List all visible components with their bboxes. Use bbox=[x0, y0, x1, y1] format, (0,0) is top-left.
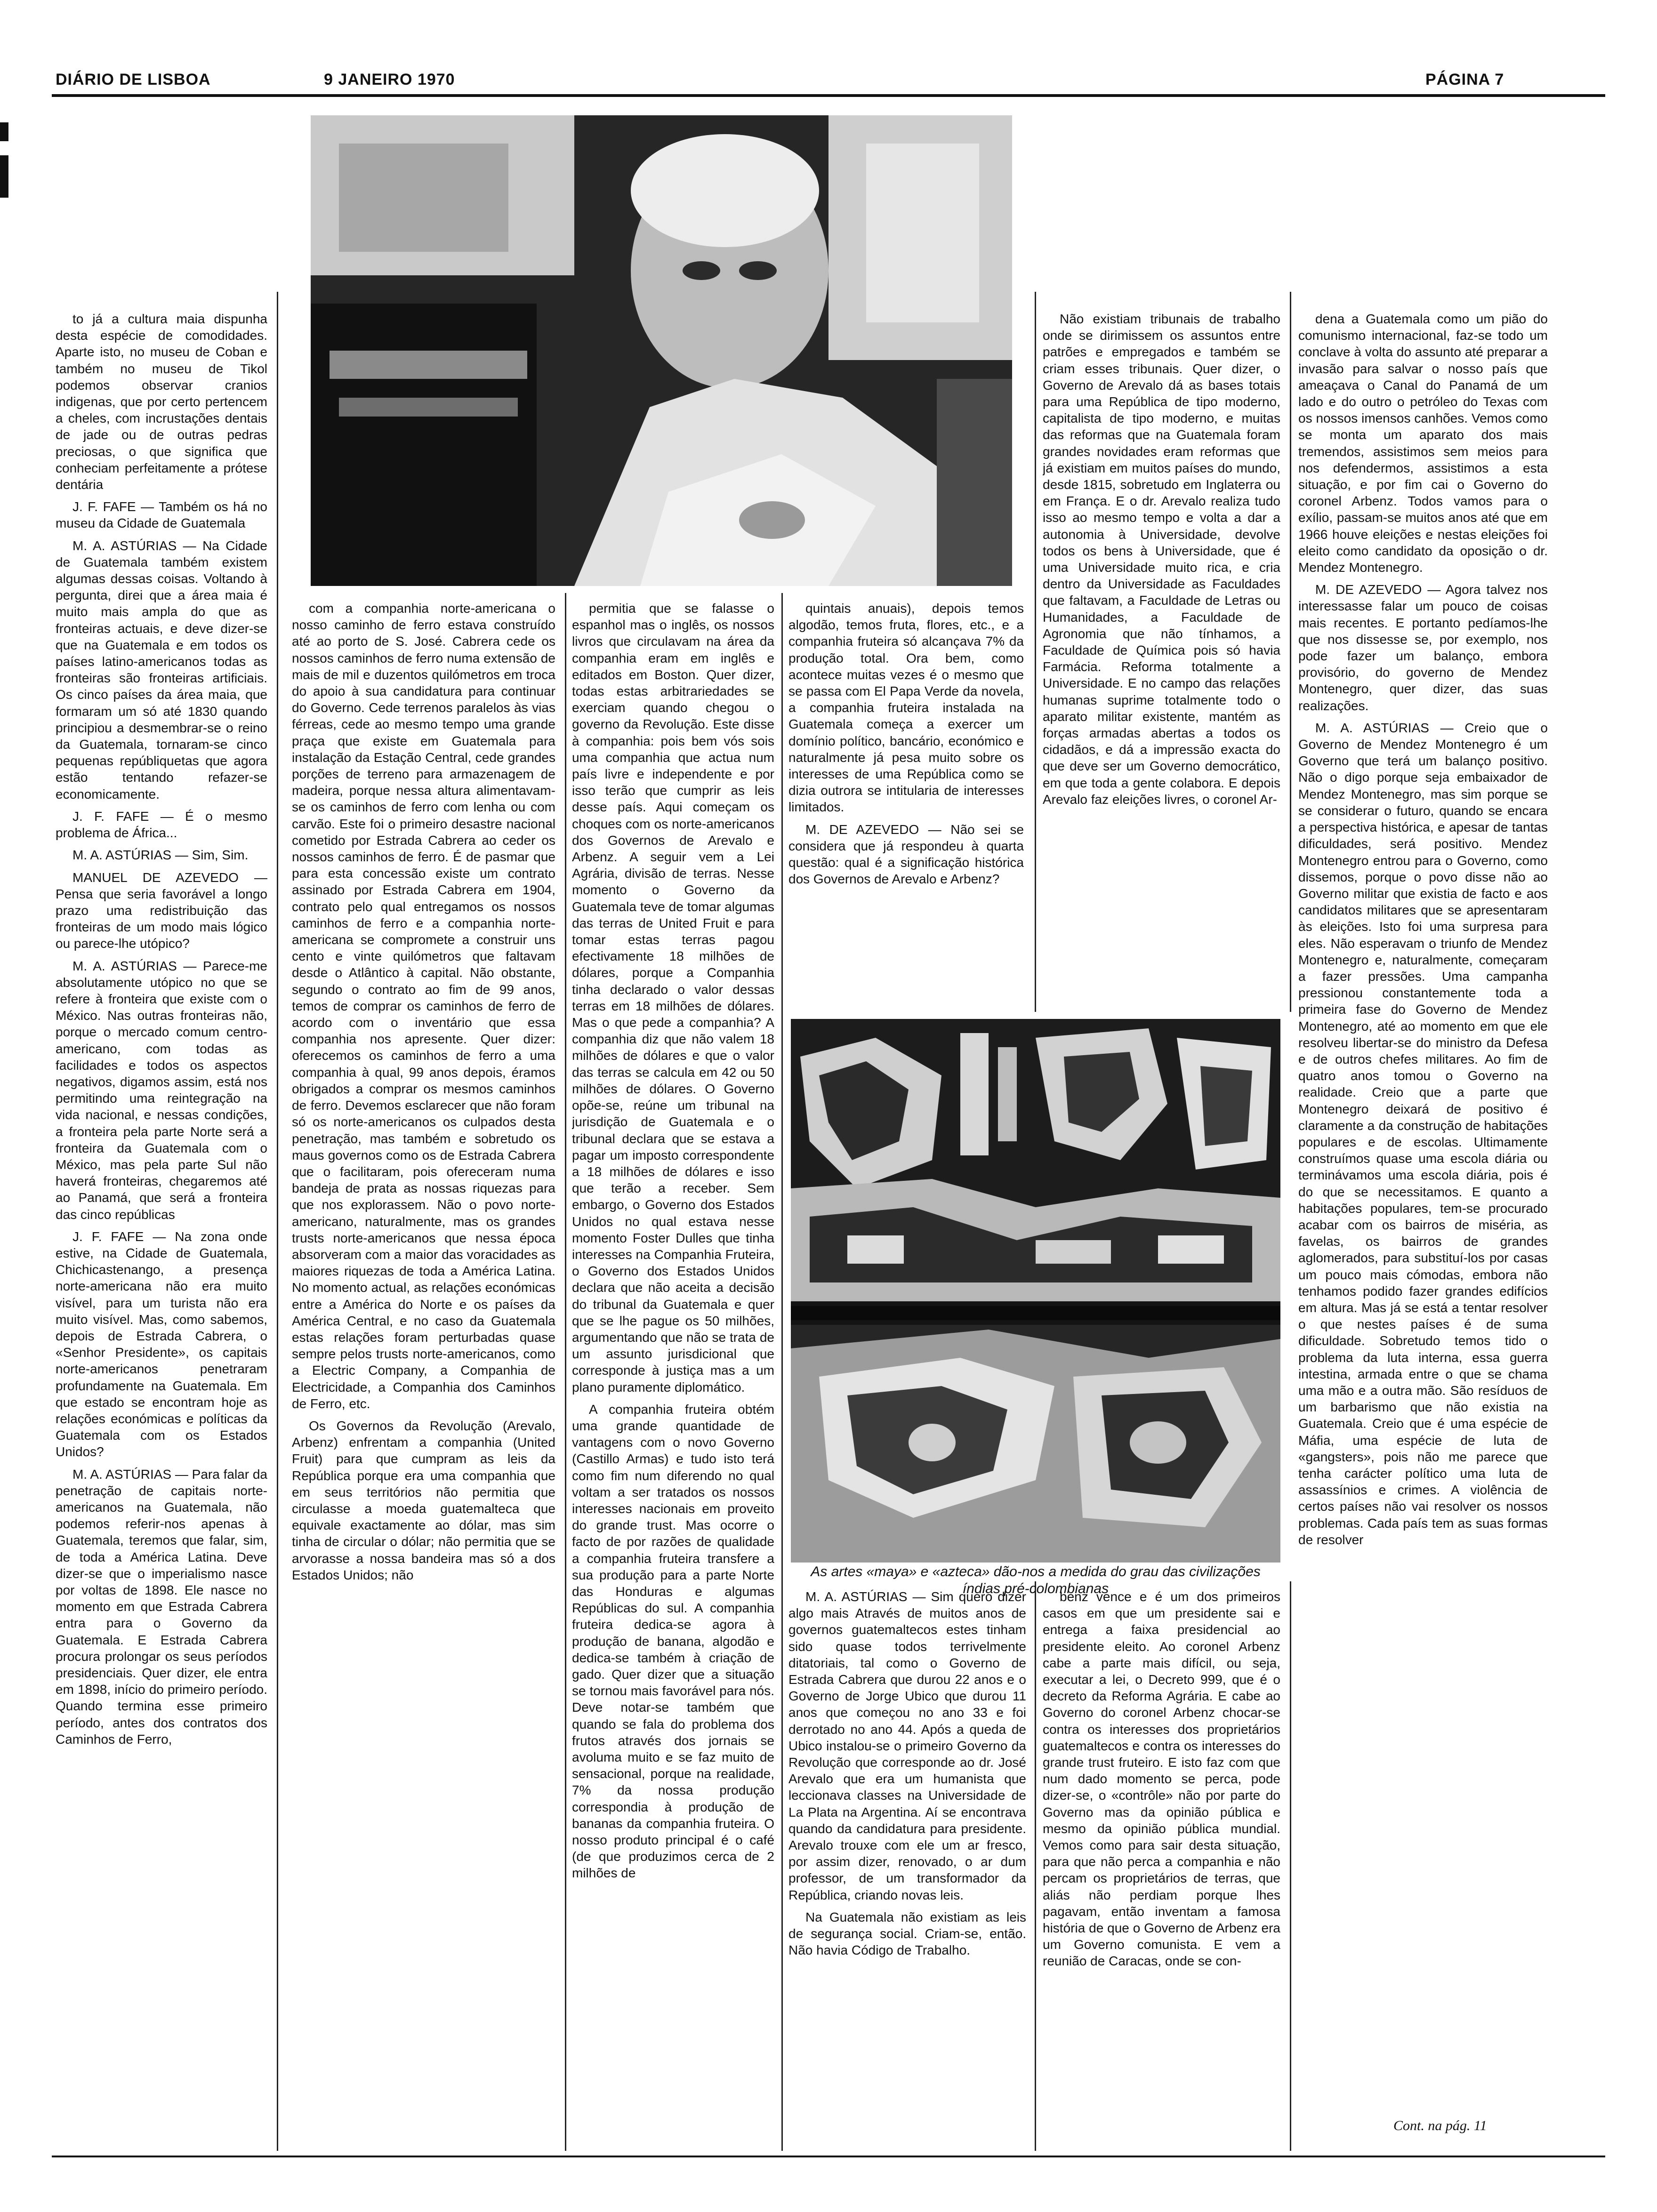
article-paragraph: Não existiam tribunais de trabalho onde se dirimissem os assuntos entre patrões e empregados e também se criam esses tribunais. Quer dizer, o Governo de Arevalo dá as bases totais para uma República de tipo moderno, capitalista de tipo moderno, e muitas das reformas que na Guatemala foram grandes novidades eram reformas que já existiam em muitos países do mundo, desde 1815, sobretudo em Inglaterra ou em França. E o dr. Arevalo realiza tudo isso ao mesmo tempo e volta a dar a autonomia à Universidade, devolve todos os bens à Universidade, que é uma Universidade muito rica, e cria dentro da Universidade as Faculdades que faltavam, a Faculdade de Letras ou Humanidades, a Faculdade de Agronomia que não tínhamos, a Faculdade de Química pois só havia Farmácia. Reforma totalmente a Universidade. E no campo das relações humanas suprime totalmente todo o aparato militar existente, mantém as forças armadas abertas a todos os cidadãos, e dá a impressão exacta do que deve ser um Governo democrático, em que toda a gente colabora. E depois Arevalo faz eleições livres, o coronel Ar- bbox=[1043, 312, 1280, 807]
article-paragraph: M. DE AZEVEDO — Agora talvez nos interessasse falar um pouco de coisas mais recentes. E portanto pedíamos-lhe que nos dissesse se, por exemplo, nos pode fazer um balanço, embora provisório, do governo de Mendez Montenegro, quer dizer, das suas realizações. bbox=[1298, 582, 1548, 713]
continuation-note: Cont. na pág. 11 bbox=[1393, 2118, 1487, 2133]
publication-name: DIÁRIO DE LISBOA bbox=[56, 71, 211, 88]
article-column-7 bbox=[1043, 1588, 1280, 2146]
margin-mark bbox=[0, 122, 8, 141]
article-paragraph: J. F. FAFE — Na zona onde estive, na Cidade de Guatemala, Chichicastenango, a presença norte-americana não era muito visível, para um turista não era muito visível. Mas, como sabemos, depois de Estrada Cabrera, o «Senhor Presidente», os capitais norte-americanos penetraram profundamente na Guatemala. Em que estado se encontram hoje as relações económicas e políticas da Guatemala com os Estados Unidos? bbox=[56, 1229, 267, 1459]
article-column-3 bbox=[572, 600, 774, 2146]
column-rule bbox=[1035, 292, 1036, 1012]
article-paragraph: M. A. ASTÚRIAS — Para falar da penetração de capitais norte-americanos na Guatemala, não podemos referir-nos apenas à Guatemala, teremos que falar, sim, de toda a América Latina. Deve dizer-se que o imperialismo nasce por voltas de 1898. Ele nasce no momento em que Estrada Cabrera entra para o Governo da Guatemala. E Estrada Cabrera procura prolongar os seus períodos presidenciais. Quer dizer, ele entra em 1898, início do primeiro período. Quando termina esse primeiro período, antes dos contratos dos Caminhos de Ferro, bbox=[56, 1467, 267, 1747]
article-paragraph: Na Guatemala não existiam as leis de segurança social. Criam-se, então. Não havia Código de Trabalho. bbox=[788, 1909, 1026, 1958]
column-rule bbox=[1290, 1581, 1291, 2151]
article-paragraph: J. F. FAFE — É o mesmo problema de África... bbox=[56, 809, 267, 841]
article-paragraph: MANUEL DE AZEVEDO — Pensa que seria favorável a longo prazo uma redistribuição das fronteiras de um modo mais lógico ou parece-lhe utópico? bbox=[56, 870, 267, 951]
maya-art-photo bbox=[791, 1019, 1280, 1563]
article-paragraph: M. DE AZEVEDO — Não sei se considera que já respondeu à quarta questão: qual é a significação histórica dos Governos de Arevalo e Arbenz? bbox=[788, 822, 1024, 887]
column-rule bbox=[1035, 1581, 1036, 2151]
maya-art-image bbox=[791, 1019, 1280, 1563]
article-paragraph: M. A. ASTÚRIAS — Sim, Sim. bbox=[72, 848, 249, 863]
portrait-photo bbox=[311, 115, 1012, 586]
article-paragraph: A companhia fruteira obtém uma grande quantidade de vantagens com o novo Governo (Castillo Armas) e tudo isto terá como fim num diferendo no qual voltam a ser tratados os nossos interesses nacionais em proveito do grande trust. Mas ocorre o facto de por razões de qualidade a companhia fruteira transfere a sua produção para a parte Norte das Honduras e algumas Repúblicas do sul. A companhia fruteira dedica-se agora à produção de banana, algodão e dedica-se também à criação de gado. Quer dizer que a situação se tornou mais favorável para nós. Deve notar-se também que quando se fala do problema dos frutos através dos jornais se avoluma muito e se faz muito de sensacional, porque na realidade, 7% da nossa produção correspondia à produção de bananas da companhia fruteira. O nosso produto principal é o café (de que produzimos cerca de 2 milhões de bbox=[572, 1402, 774, 1881]
article-paragraph: quintais anuais), depois temos algodão, temos fruta, flores, etc., e a companhia fruteira só alcançava 7% da produção total. Ora bem, como acontece muitas vezes é o mesmo que se passa com El Papa Verde da novela, a companhia fruteira instalada na Guatemala começa a exercer um domínio político, bancário, económico e naturalmente já pesa muito sobre os interesses de uma República como se dizia outrora se intitularia de interesses limitados. bbox=[788, 601, 1024, 815]
page-header bbox=[0, 0, 1657, 94]
margin-mark bbox=[0, 155, 8, 198]
article-column-1 bbox=[56, 311, 267, 2146]
article-paragraph: benz vence e é um dos primeiros casos em que um presidente sai e entrega a faixa presidencial ao presidente eleito. Ao coronel Arbenz cabe a parte mais difícil, ou seja, executar a lei, o Decreto 999, que é o decreto da Reforma Agrária. E cabe ao Governo do coronel Arbenz chocar-se contra os interesses dos proprietários guatemaltecos e contra os interesses do grande trust fruteiro. E isto faz com que num dado momento se perca, pode dizer-se, o «contrôle» não por parte do Governo mas da opinião pública e mesmo da opinião pública mundial. Vemos como para sair desta situação, para que não perca a companhia e não percam os proprietários de terras, que aliás não perdiam porque lhes pagavam, então inventam a famosa história de que o Governo de Arbenz era um Governo comunista. E vem a reunião de Caracas, onde se con- bbox=[1043, 1589, 1280, 1969]
article-column-6 bbox=[1043, 311, 1280, 1012]
article-paragraph: Os Governos da Revolução (Arevalo, Arbenz) enfrentam a companhia (United Fruit) para que cumpram as leis da República porque era uma companhia que em seus territórios não permitia que circulasse a moeda guatemalteca que equivale exactamente ao dólar, mas sim tinha de circular o dólar; não permitia que se arvorasse a nossa bandeira mas só a dos Estados Unidos; não bbox=[292, 1418, 555, 1582]
article-paragraph: dena a Guatemala como um pião do comunismo internacional, faz-se todo um conclave à volta do assunto até preparar a invasão para salvar o nosso país que ameaçava o Canal do Panamá de um lado e do outro o petróleo do Texas com os nossos imensos canhões. Vemos como se monta um aparato dos mais tremendos, assistimos sem meios para nos defendermos, assistimos a esta situação, e por fim cai o Governo do coronel Arbenz. Todos vamos para o exílio, passam-se muitos anos até que em 1966 houve eleições e nestas eleições foi eleito como candidato da oposição o dr. Mendez Montenegro. bbox=[1298, 312, 1548, 575]
article-paragraph: com a companhia norte-americana o nosso caminho de ferro estava construído até ao porto de S. José. Cabrera cede os nossos caminhos de ferro numa extensão de mais de mil e duzentos quilómetros em troca do apoio à sua candidatura para continuar do Governo. Cede terrenos paralelos às vias férreas, cede ao mesmo tempo uma grande praça que existe em Guatemala para instalação da Estação Central, cede grandes porções de terreno para armazenagem de madeira, porque nessa altura alimentavam-se os caminhos de ferro com lenha ou com carvão. Este foi o primeiro desastre nacional cometido por Estrada Cabrera ao ceder os nossos caminhos de ferro. É de pasmar que para esta concessão existe um contrato assinado por Estrada Cabrera em 1904, contrato pelo qual entregamos os nossos caminhos de ferro e a companhia norte-americana se compromete a construir uns cento e vinte quilómetros que faltavam desde o Atlântico à capital. Não obstante, segundo o contrato ao fim de 99 anos, temos de comprar os caminhos de ferro de acordo com o inventário que essa companhia nos apresente. Quer dizer: oferecemos os caminhos de ferro a uma companhia à qual, 99 anos depois, éramos obrigados a comprar os mesmos caminhos de ferro. Devemos esclarecer que não foram só os norte-americanos os culpados desta penetração, mas também e sobretudo os maus governos como os de Estrada Cabrera que o facilitaram, pois ofereceram numa bandeja de prata as nossas riquezas para que nos explorassem. Não o povo norte-americano, naturalmente, mas os grandes trusts norte-americanos que nessa época absorveram com a maior das voracidades as maiores riquezas de toda a América Latina. No momento actual, as relações económicas entre a América do Norte e os países da América Central, e no caso da Guatemala estas relações foram perturbadas quase sempre pelos trusts norte-americanos, como a Electric Company, a Companhia de Electricidade, a Companhia dos Caminhos de Ferro, etc. bbox=[292, 601, 555, 1411]
column-rule bbox=[781, 593, 783, 2151]
article-column-4 bbox=[788, 600, 1024, 1014]
column-rule bbox=[565, 593, 566, 2151]
issue-date: 9 JANEIRO 1970 bbox=[324, 71, 455, 88]
article-column-5 bbox=[788, 1588, 1026, 2146]
article-paragraph: M. A. ASTÚRIAS — Creio que o Governo de Mendez Montenegro é um Governo que terá um balanço positivo. Não o digo porque seja embaixador de Mendez Montenegro, mas sim porque se se considerar o futuro, quando se encara a perspectiva histórica, e apesar de tantas dificuldades, será positivo. Mendez Montenegro entrou para o Governo, como dissemos, porque o povo disse não ao Governo militar que existia de facto e aos candidatos militares que se apresentaram às eleições. Isto foi uma surpresa para eles. Não esperavam o triunfo de Mendez Montenegro e, naturalmente, começaram a fazer pressões. Uma campanha pressionou constantemente toda a primeira fase do Governo de Mendez Montenegro, até ao momento em que ele resolveu libertar-se do ministro da Defesa e de outros chefes militares. Ao fim de quatro anos tomou o Governo na realidade. Creio que a parte que Montenegro deixará de positivo é claramente a da construção de habitações populares e de escolas. Ultimamente construímos quase uma escola diária ou terminávamos uma escola diária, pois é do que se necessitamos. E quanto a habitações populares, tem-se procurado acabar com os bairros de miséria, as favelas, os bairros de grandes aglomerados, para substituí-los por casas um pouco mais cómodas, embora não tenhamos podido fazer grandes edifícios em altura. Mas já se está a tentar resolver o que nestes países é de suma dificuldade. Sobretudo temos tido o problema da luta interna, essa guerra intestina, armada entre o que se chama uma mão e a outra mão. São resíduos de um barbarismo que não existia na Guatemala. Creio que é uma espécie de Máfia, uma espécie de luta de «gangsters», pois não me parece que tenha carácter político uma luta de assassínios e crimes. A violência de certos países não vai resolver os nossos problemas. Cada país tem as suas formas de resolver bbox=[1298, 720, 1548, 1547]
article-paragraph: M. A. ASTÚRIAS — Sim quero dizer algo mais Através de muitos anos de governos guatemaltecos estes tinham sido quase todos terrivelmente ditatoriais, tal como o Governo de Estrada Cabrera que durou 22 anos e o Governo de Jorge Ubico que durou 11 anos que começou no ano 33 e foi derrotado no ano 44. Após a queda de Ubico instalou-se o primeiro Governo da Revolução que corresponde ao dr. José Arevalo que era um humanista que leccionava classes na Universidade de La Plata na Argentina. Aí se encontrava quando da candidatura para presidente. Arevalo trouxe com ele um ar fresco, por assim dizer, renovado, o ar dum professor, de um transformador da República, criando novas leis. bbox=[788, 1589, 1026, 1902]
page-number: PÁGINA 7 bbox=[1425, 71, 1504, 88]
portrait-image bbox=[311, 115, 1012, 586]
column-rule bbox=[1290, 292, 1291, 1012]
photo-caption: As artes «maya» e «azteca» dão-nos a medida do grau das civilizações índias pré-colombianas bbox=[811, 1564, 1261, 1596]
article-paragraph: permitia que se falasse o espanhol mas o inglês, os nossos livros que circulavam na área da companhia eram em inglês e editados em Boston. Quer dizer, todas estas arbitrariedades se exerciam quando chegou o governo da Revolução. Este disse à companhia: pois bem vós sois uma companhia que actua num país livre e independente e por isso terão que cumprir as leis desse país. Aqui começam os choques com os norte-americanos dos Governos de Arevalo e Arbenz. A seguir vem a Lei Agrária, divisão de terras. Nesse momento o Governo da Guatemala teve de tomar algumas das terras de United Fruit e para tomar estas terras pagou efectivamente 18 milhões de dólares, porque a Companhia tinha declarado o valor dessas terras em 18 milhões de dólares. Mas o que pede a companhia? A companhia diz que não valem 18 milhões de dólares e que o valor das terras se calcula em 42 ou 50 milhões de dólares. O Governo opõe-se, reúne um tribunal na jurisdição de Guatemala e o tribunal declara que se estava a pagar um imposto correspondente a 18 milhões de dólares e isso que terão a receber. Sem embargo, o Governo dos Estados Unidos no qual estava nesse momento Foster Dulles que tinha interesses na Companhia Fruteira, o Governo dos Estados Unidos declara que não aceita a decisão do tribunal da Guatemala e quer que se lhe pague os 50 milhões, argumentando que não se trata de um assunto jurisdicional que corresponde à justiça mas a um plano puramente diplomático. bbox=[572, 601, 774, 1395]
article-column-8 bbox=[1298, 311, 1548, 2108]
article-paragraph: J. F. FAFE — Também os há no museu da Cidade de Guatemala bbox=[56, 499, 267, 531]
article-paragraph: M. A. ASTÚRIAS — Na Cidade de Guatemala também existem algumas dessas coisas. Voltando à pergunta, direi que a área maia é muito mais ampla do que as fronteiras actuais, e deve dizer-se que na Guatemala e em todos os países latino-americanos todas as fronteiras são fronteiras artificiais. Os cinco países da área maia, que formaram um só até 1830 quando principiou a desmembrar-se o reino da Guatemala, tornaram-se cinco pequenas repúbliquetas que agora estão tentando refazer-se economicamente. bbox=[56, 538, 267, 801]
header-rule bbox=[52, 94, 1605, 97]
column-rule bbox=[277, 292, 278, 2151]
article-paragraph: M. A. ASTÚRIAS — Parece-me absolutamente utópico no que se refere à fronteira que existe com o México. Nas outras fronteiras não, porque o mercado comum centro-americano, com todas as facilidades e todos os aspectos negativos, digamos assim, está nos permitindo uma reintegração na vida nacional, e nessas condições, a fronteira pela parte Norte será a fronteira da Guatemala com o México, mas pela parte Sul não haverá fronteiras, chegaremos até ao Panamá, que será a fronteira das cinco repúblicas bbox=[56, 958, 267, 1222]
article-paragraph: to já a cultura maia dispunha desta espécie de comodidades. Aparte isto, no museu de Coban e também no museu de Tikol podemos observar cranios indigenas, que por certo pertencem a cheles, com incrustações dentais de jade ou de outras pedras preciosas, o que significa que conheciam perfeitamente a prótese dentária bbox=[56, 312, 267, 492]
article-column-2 bbox=[292, 600, 555, 2146]
footer-rule bbox=[52, 2156, 1605, 2157]
